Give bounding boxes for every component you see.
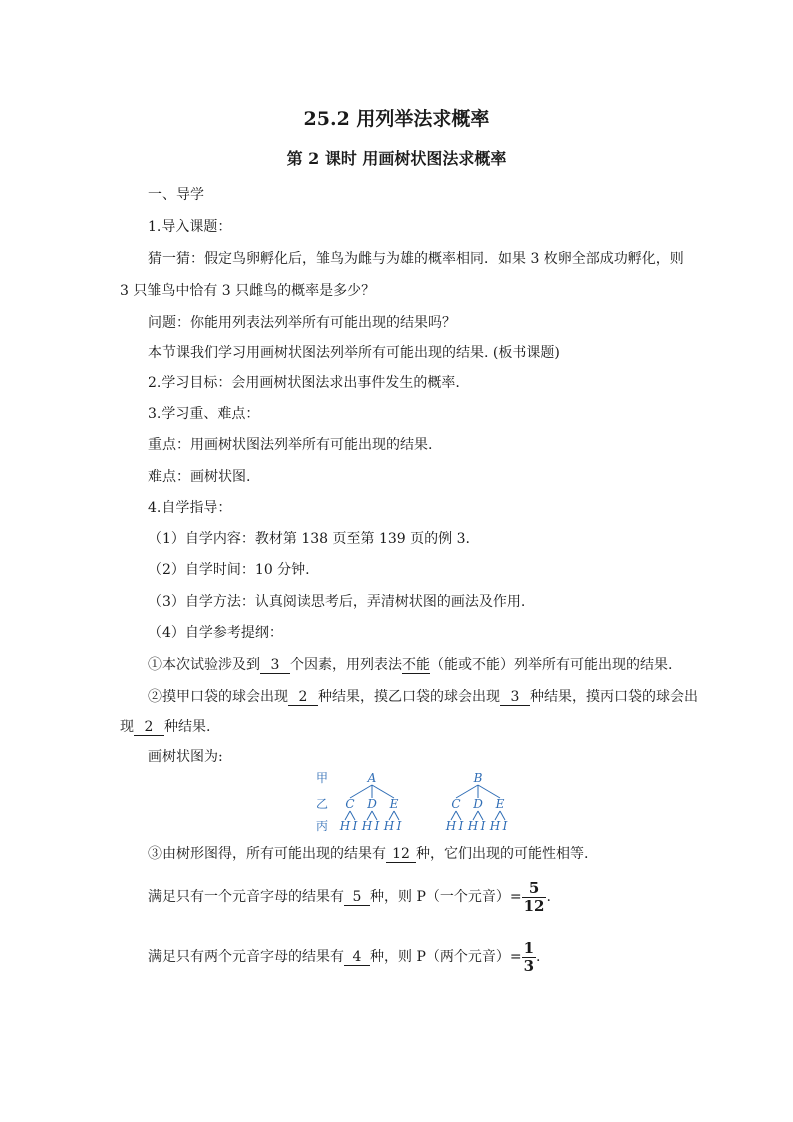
page-title: 25.2 用列举法求概率: [303, 108, 490, 130]
q5-answer-blank: 4: [344, 949, 370, 966]
tree-row-label: 甲: [315, 771, 329, 785]
tree-leaf-node: I: [396, 819, 402, 833]
guess-paragraph-line2: 3 只雏鸟中恰有 3 只雌鸟的概率是多少？: [120, 283, 376, 299]
outline-question-2-line2: [120, 718, 210, 736]
intro-heading: 1.导入课题：: [148, 219, 232, 235]
q2-answer-blank-1: 2: [288, 689, 318, 706]
outline-question-4: [148, 877, 551, 917]
q5-numerator: 1: [523, 938, 535, 957]
q3-part2: 种，它们出现的可能性相等.: [416, 846, 589, 862]
tree-leaf-node: I: [458, 819, 464, 833]
difficult-point: 难点：画树状图.: [148, 469, 251, 485]
section-heading: 一、导学: [148, 187, 204, 203]
key-points-heading: 3.学习重、难点：: [148, 406, 260, 422]
tree-level2-node: C: [345, 797, 355, 811]
q1-suffix: （能或不能）列举所有可能出现的结果.: [430, 657, 673, 673]
tree-leaf-node: I: [502, 819, 508, 833]
q4-end: .: [546, 889, 551, 905]
q5-end: .: [536, 949, 541, 965]
tree-root-node: B: [473, 771, 483, 785]
guide-time: （2）自学时间：10 分钟.: [148, 562, 310, 578]
tree-leaf-node: I: [374, 819, 380, 833]
tree-leaf-node: H: [361, 819, 373, 833]
outline-question-3: [148, 845, 588, 863]
tree-leaf-node: I: [352, 819, 358, 833]
q2-part3: 种结果，摸丙口袋的球会出: [530, 689, 698, 705]
question-text: 问题：你能用列表法列举所有可能出现的结果吗？: [148, 315, 456, 331]
q5-part2: 种，则 P（两个元音）=: [370, 949, 522, 965]
q4-part2: 种，则 P（一个元音）=: [370, 889, 522, 905]
outline-question-2-line1: [148, 688, 698, 706]
q4-answer-blank: 5: [344, 889, 370, 906]
q2-part4: 现: [120, 719, 134, 735]
q5-part1: 满足只有两个元音字母的结果有: [148, 949, 344, 965]
q5-denominator: 3: [523, 956, 535, 975]
tree-row-label: 丙: [315, 819, 329, 833]
q1-underlined-answer: 不能: [402, 657, 430, 673]
tree-level2-node: E: [495, 797, 505, 811]
tree-level2-node: C: [451, 797, 461, 811]
q1-answer-blank: 3: [260, 657, 290, 674]
guide-method: （3）自学方法：认真阅读思考后，弄清树状图的画法及作用.: [148, 594, 526, 610]
q2-part2: 种结果，摸乙口袋的球会出现: [318, 689, 500, 705]
q4-probability-fraction: [522, 880, 547, 915]
lesson-subtitle: 第 2 课时 用画树状图法求概率: [286, 149, 507, 168]
q2-answer-blank-3: 2: [134, 719, 164, 736]
tree-leaf-node: H: [383, 819, 395, 833]
q2-part1: ②摸甲口袋的球会出现: [148, 689, 288, 705]
tree-diagram-label: 画树状图为:: [148, 749, 223, 765]
guide-outline: （4）自学参考提纲：: [148, 625, 283, 641]
tree-root-node: A: [367, 771, 377, 785]
tree-diagram: [300, 770, 520, 836]
q2-answer-blank-2: 3: [500, 689, 530, 706]
tree-leaf-node: H: [467, 819, 479, 833]
key-point: 重点：用画树状图法列举所有可能出现的结果.: [148, 437, 433, 453]
q2-part5: 种结果.: [164, 719, 211, 735]
q3-answer-blank: 12: [386, 846, 416, 863]
self-study-heading: 4.自学指导：: [148, 500, 232, 516]
tree-level2-node: E: [389, 797, 399, 811]
tree-leaf-node: H: [445, 819, 457, 833]
q4-numerator: 5: [528, 878, 540, 897]
learning-goal: 2.学习目标：会用画树状图法求出事件发生的概率.: [148, 375, 460, 391]
guide-content: （1）自学内容：教材第 138 页至第 139 页的例 3.: [148, 531, 470, 547]
tree-level2-node: D: [367, 797, 377, 811]
q1-prefix: ①本次试验涉及到: [148, 657, 260, 673]
q5-probability-fraction: [522, 940, 536, 975]
tree-leaf-node: H: [489, 819, 501, 833]
q1-mid: 个因素，用列表法: [290, 657, 402, 673]
lesson-text: 本节课我们学习用画树状图法列举所有可能出现的结果. (板书课题): [148, 345, 560, 361]
tree-row-label: 乙: [315, 797, 329, 811]
tree-level2-node: D: [473, 797, 483, 811]
outline-question-5: [148, 937, 541, 977]
q4-denominator: 12: [523, 896, 545, 915]
q4-part1: 满足只有一个元音字母的结果有: [148, 889, 344, 905]
q3-part1: ③由树形图得，所有可能出现的结果有: [148, 846, 386, 862]
guess-paragraph-line1: 猜一猜：假定鸟卵孵化后，雏鸟为雌与为雄的概率相同．如果 3 枚卵全部成功孵化，则: [148, 251, 684, 267]
tree-leaf-node: H: [339, 819, 351, 833]
tree-leaf-node: I: [480, 819, 486, 833]
outline-question-1: [148, 656, 672, 674]
